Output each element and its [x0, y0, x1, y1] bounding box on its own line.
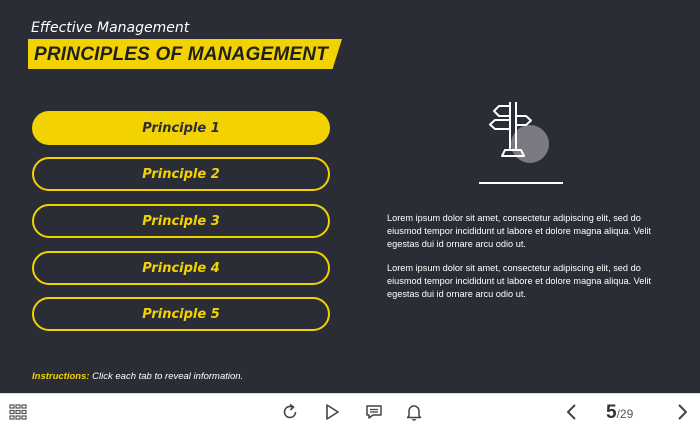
total-pages: /29	[616, 407, 634, 421]
tab-principle-4[interactable]: Principle 4	[32, 251, 330, 285]
chevron-left-icon[interactable]	[562, 402, 582, 422]
instructions	[32, 371, 243, 382]
tab-principle-3[interactable]: Principle 3	[32, 204, 330, 238]
tab-principle-2[interactable]: Principle 2	[32, 157, 330, 191]
current-page: 5	[606, 402, 617, 423]
signpost-icon	[486, 98, 550, 168]
player-toolbar	[0, 393, 700, 430]
content-paragraph-2: Lorem ipsum dolor sit amet, consectetur adipiscing elit, sed do eiusmod tempor incididunt ut labore et dolore magna aliqua. Velit egestas dui id ornare arcu odio ut.	[387, 263, 652, 299]
instructions-text: Click each tab to reveal information.	[89, 371, 244, 382]
slide-title: PRINCIPLES OF MANAGEMENT	[34, 44, 329, 65]
slide-subtitle: Effective Management	[31, 20, 190, 36]
chevron-right-icon[interactable]	[672, 402, 692, 422]
tab-principle-1[interactable]: Principle 1	[32, 111, 330, 145]
page-indicator	[606, 402, 633, 424]
notes-icon[interactable]	[364, 402, 384, 422]
instructions-label: Instructions:	[32, 371, 90, 382]
grid-menu-icon[interactable]	[8, 402, 28, 422]
bell-icon[interactable]	[404, 402, 424, 422]
tab-principle-5[interactable]: Principle 5	[32, 297, 330, 331]
play-icon[interactable]	[322, 402, 342, 422]
content-divider	[479, 182, 563, 184]
replay-icon[interactable]	[280, 402, 300, 422]
content-paragraph-1: Lorem ipsum dolor sit amet, consectetur adipiscing elit, sed do eiusmod tempor incididunt ut labore et dolore magna aliqua. Velit egestas dui id ornare arcu odio ut.	[387, 213, 652, 249]
